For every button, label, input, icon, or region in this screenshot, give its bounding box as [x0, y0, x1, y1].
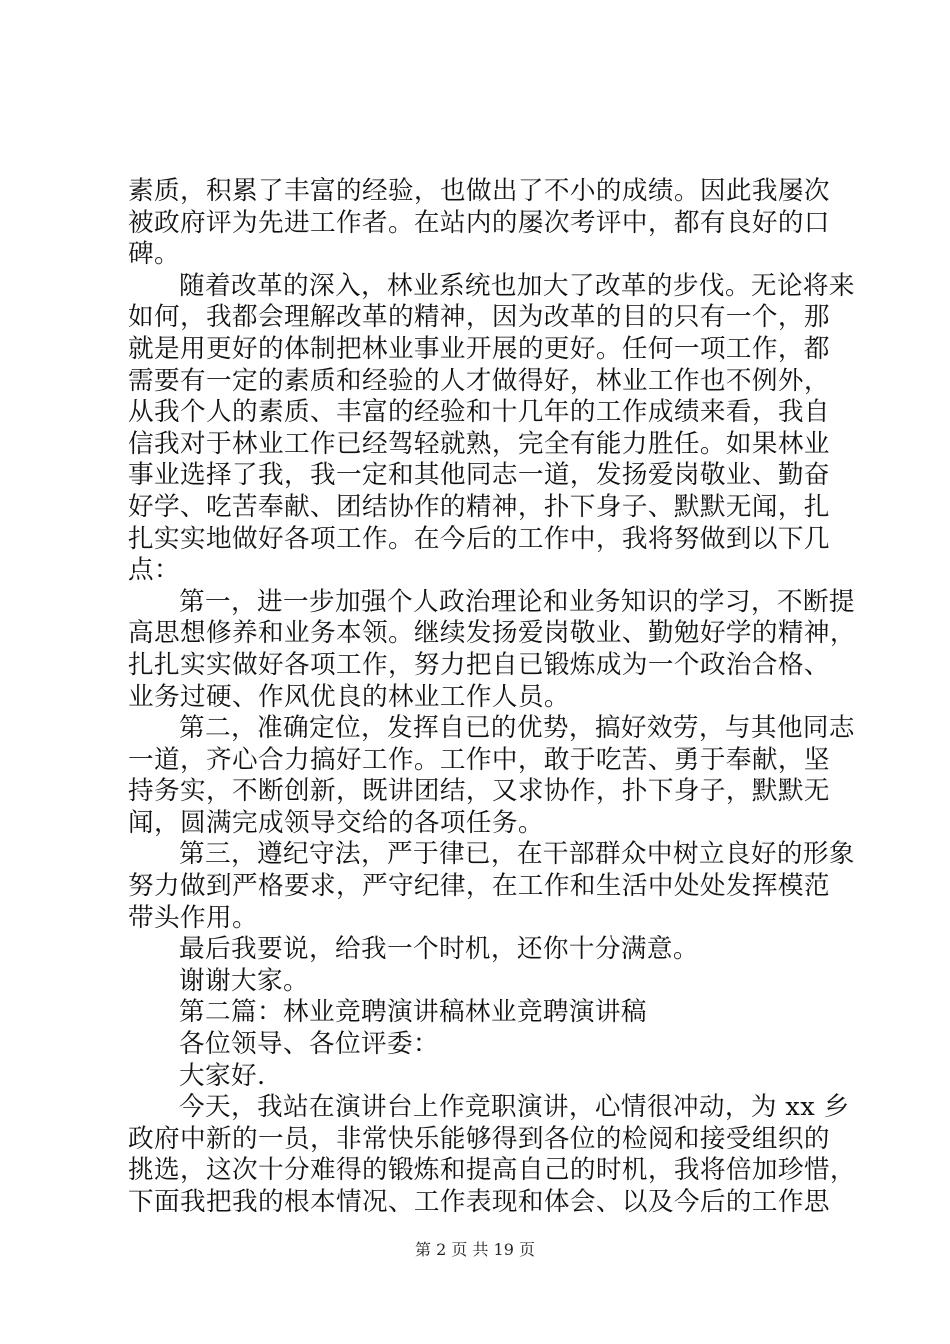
text-line: 一道，齐心合力搞好工作。工作中，敢于吃苦、勇于奉献，坚 [128, 744, 830, 775]
text-line: 谢谢大家。 [179, 965, 309, 996]
text-line: 第三，遵纪守法，严于律已，在干部群众中树立良好的形象 [179, 839, 855, 870]
text-line: 事业选择了我，我一定和其他同志一道，发扬爱岗敬业、勤奋 [128, 460, 830, 491]
page-footer [0, 1240, 950, 1260]
text-line: 碑。 [128, 239, 180, 270]
text-line: 好学、吃苦奉献、团结协作的精神，扑下身子、默默无闻，扎 [128, 491, 830, 522]
text-line: 最后我要说，给我一个时机，还你十分满意。 [179, 934, 699, 965]
text-line: 第二，准确定位，发挥自已的优势，搞好效劳，与其他同志 [179, 713, 855, 744]
document-body [128, 176, 856, 1219]
text-line: 持务实，不断创新，既讲团结，又求协作，扑下身子，默默无 [128, 776, 830, 807]
text-line: 如何，我都会理解改革的精神，因为改革的目的只有一个，那 [128, 302, 830, 333]
text-line: 挑选，这次十分难得的锻炼和提高自己的时机，我将倍加珍惜， [128, 1155, 856, 1186]
text-line: 大家好. [179, 1060, 266, 1091]
text-line: 扎实实地做好各项工作。在今后的工作中，我将努做到以下几 [128, 523, 830, 554]
page-number: 第 2 页 共 19 页 [415, 1240, 535, 1259]
text-line: 素质，积累了丰富的经验，也做出了不小的成绩。因此我屡次 [128, 176, 830, 206]
text-line: 第一，进一步加强个人政治理论和业务知识的学习，不断提 [179, 586, 855, 617]
text-line: 下面我把我的根本情况、工作表现和体会、以及今后的工作思 [128, 1187, 830, 1217]
text-line: 被政府评为先进工作者。在站内的屡次考评中，都有良好的口 [128, 207, 830, 238]
text-line: 高思想修养和业务本领。继续发扬爱岗敬业、勤勉好学的精神， [128, 618, 856, 649]
text-line: 带头作用。 [128, 902, 258, 933]
text-line: 随着改革的深入，林业系统也加大了改革的步伐。无论将来 [179, 270, 855, 301]
text-line: 今天，我站在演讲台上作竞职演讲，心情很冲动，为 xx 乡 [179, 1092, 850, 1123]
text-line: 业务过硬、作风优良的林业工作人员。 [128, 681, 570, 712]
text-line: 各位领导、各位评委： [179, 1029, 439, 1060]
text-line: 扎扎实实做好各项工作，努力把自已锻炼成为一个政治合格、 [128, 649, 830, 680]
text-line: 闻，圆满完成领导交给的各项任务。 [128, 807, 544, 838]
text-line: 就是用更好的体制把林业事业开展的更好。任何一项工作，都 [128, 333, 830, 364]
text-line: 需要有一定的素质和经验的人才做得好，林业工作也不例外， [128, 365, 830, 396]
section-heading: 第二篇：林业竞聘演讲稿林业竞聘演讲稿 [179, 997, 647, 1028]
text-line: 信我对于林业工作已经驾轻就熟，完全有能力胜任。如果林业 [128, 428, 830, 459]
text-line: 从我个人的素质、丰富的经验和十几年的工作成绩来看，我自 [128, 397, 830, 428]
text-line: 政府中新的一员，非常快乐能够得到各位的检阅和接受组织的 [128, 1123, 830, 1154]
text-line: 点： [128, 555, 180, 586]
text-line: 努力做到严格要求，严守纪律，在工作和生活中处处发挥模范 [128, 871, 830, 902]
